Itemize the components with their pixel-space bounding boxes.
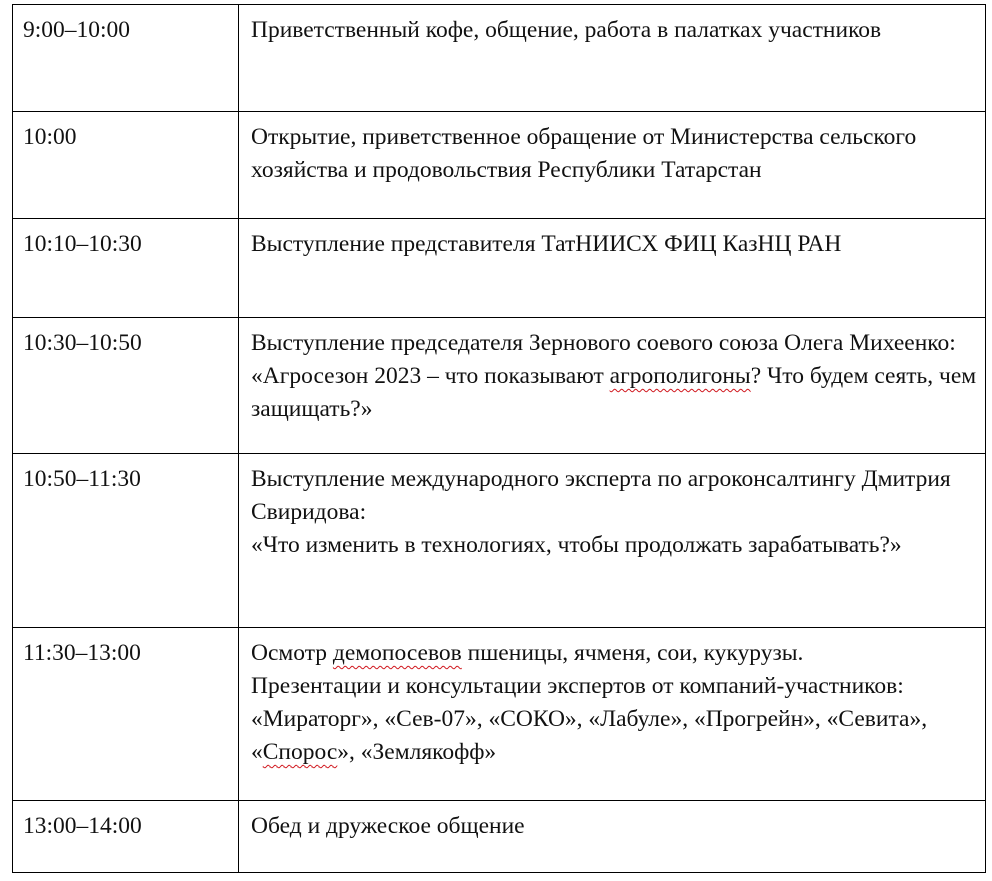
description-cell xyxy=(239,112,986,219)
schedule-row xyxy=(13,112,986,219)
description-text: Презентации и консультации экспертов от компаний-участников: «Мираторг», «Сев-07», «СОКО», «Лабуле», «Прогрейн», «Севита», « xyxy=(251,673,928,765)
description-text: Осмотр xyxy=(251,640,333,666)
schedule-row xyxy=(13,801,986,873)
spellcheck-flagged-word: Спорос xyxy=(262,739,338,765)
time-cell: 10:30–10:50 xyxy=(13,318,239,454)
time-cell: 10:10–10:30 xyxy=(13,219,239,318)
description-text: пшеницы, ячменя, сои, кукурузы. xyxy=(461,640,804,666)
time-cell: 10:00 xyxy=(13,112,239,219)
schedule-row xyxy=(13,454,986,628)
schedule-row xyxy=(13,318,986,454)
description-cell xyxy=(239,219,986,318)
schedule-table xyxy=(12,4,986,873)
time-cell: 13:00–14:00 xyxy=(13,801,239,873)
description-text: Выступление председателя Зернового соевого союза Олега Михеенко: «Агросезон 2023 – что показывают xyxy=(251,330,956,389)
schedule-row xyxy=(13,628,986,801)
description-text: ? Что будем сеять, чем защищать?» xyxy=(251,363,977,422)
description-cell xyxy=(239,628,986,801)
description-text: », «Землякофф» xyxy=(337,739,497,765)
description-text: Приветственный кофе, общение, работа в палатках участников xyxy=(251,17,882,43)
schedule-row xyxy=(13,5,986,112)
spellcheck-flagged-word: агрополигоны xyxy=(609,363,751,389)
time-cell: 9:00–10:00 xyxy=(13,5,239,112)
description-text: Открытие, приветственное обращение от Министерства сельского хозяйства и продовольствия Республики Татарстан xyxy=(251,124,917,183)
schedule-row xyxy=(13,219,986,318)
description-text: Выступление международного эксперта по агроконсалтингу Дмитрия Свиридова: xyxy=(251,466,951,525)
spellcheck-flagged-word: демопосевов xyxy=(332,640,462,666)
description-cell xyxy=(239,801,986,873)
description-text: «Что изменить в технологиях, чтобы продолжать зарабатывать?» xyxy=(251,532,902,558)
description-text: Обед и дружеское общение xyxy=(251,813,525,839)
description-cell xyxy=(239,5,986,112)
description-cell xyxy=(239,454,986,628)
time-cell: 10:50–11:30 xyxy=(13,454,239,628)
description-cell xyxy=(239,318,986,454)
description-text: Выступление представителя ТатНИИСХ ФИЦ КазНЦ РАН xyxy=(251,231,842,257)
time-cell: 11:30–13:00 xyxy=(13,628,239,801)
